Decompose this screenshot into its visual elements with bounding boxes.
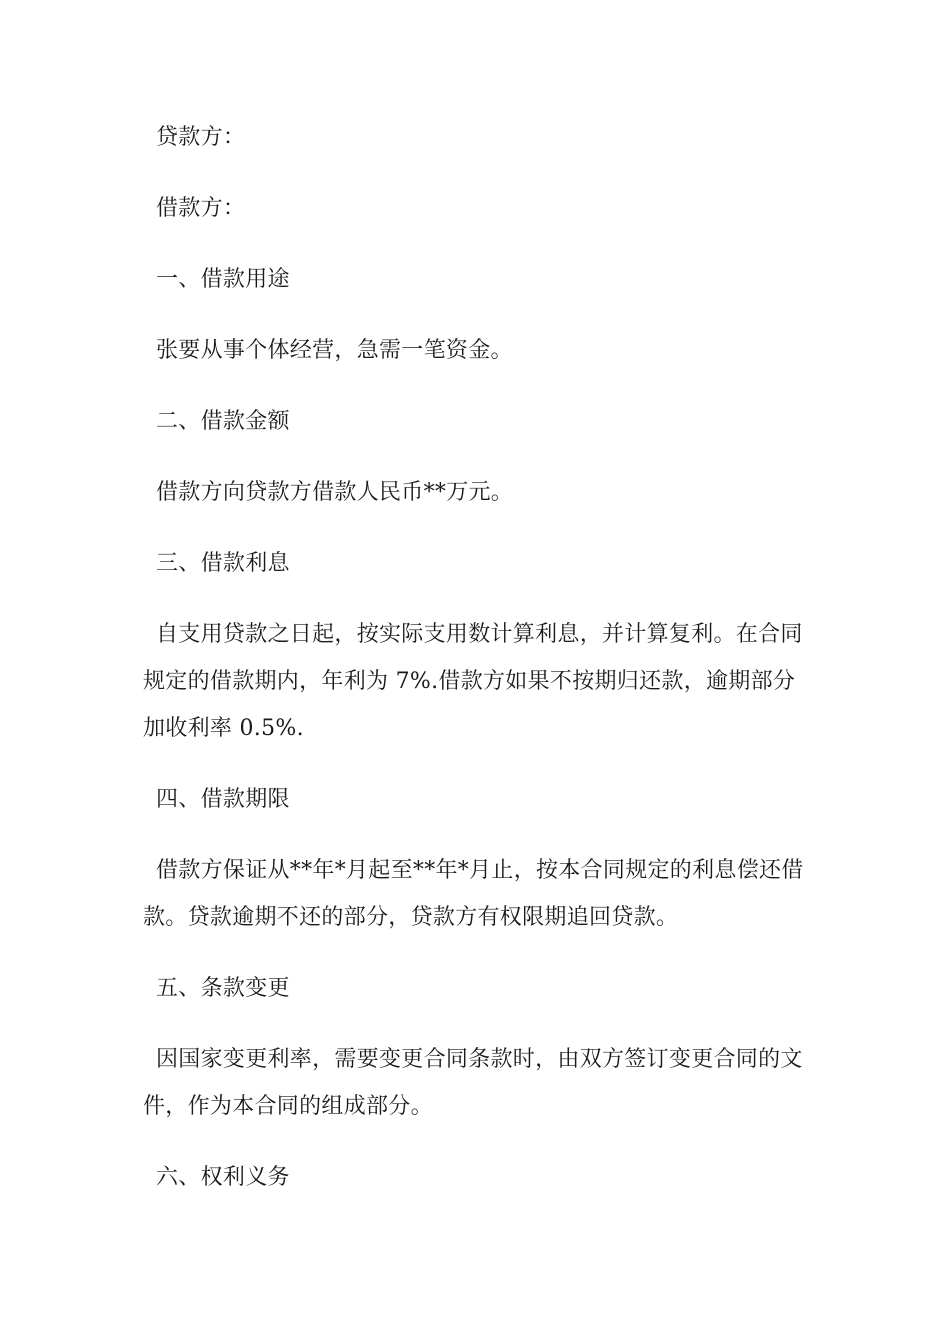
section-heading-purpose: 一、借款用途: [156, 267, 290, 292]
section-heading-interest: 三、借款利息: [156, 551, 290, 576]
section-text-purpose: 张要从事个体经营，急需一笔资金。: [156, 338, 513, 363]
section-text-interest: 自支用贷款之日起，按实际支用数计算利息，并计算复利。在合同规定的借款期内，年利为 7%.借款方如果不按期归还款，逾期部分加收利率 0.5%.: [143, 622, 803, 741]
section-heading-changes: 五、条款变更: [156, 976, 290, 1001]
lender-label: 贷款方：: [156, 125, 246, 150]
borrower-label: 借款方：: [156, 196, 246, 221]
section-heading-amount: 二、借款金额: [156, 409, 290, 434]
section-text-term: 借款方保证从**年*月起至**年*月止，按本合同规定的利息偿还借款。贷款逾期不还的部分，贷款方有权限期追回贷款。: [143, 858, 804, 930]
section-text-amount: 借款方向贷款方借款人民币**万元。: [156, 480, 514, 505]
section-heading-rights: 六、权利义务: [156, 1165, 290, 1190]
document-body: [143, 114, 811, 1201]
section-heading-term: 四、借款期限: [156, 787, 290, 812]
section-text-changes: 因国家变更利率，需要变更合同条款时，由双方签订变更合同的文件，作为本合同的组成部分。: [143, 1047, 803, 1119]
